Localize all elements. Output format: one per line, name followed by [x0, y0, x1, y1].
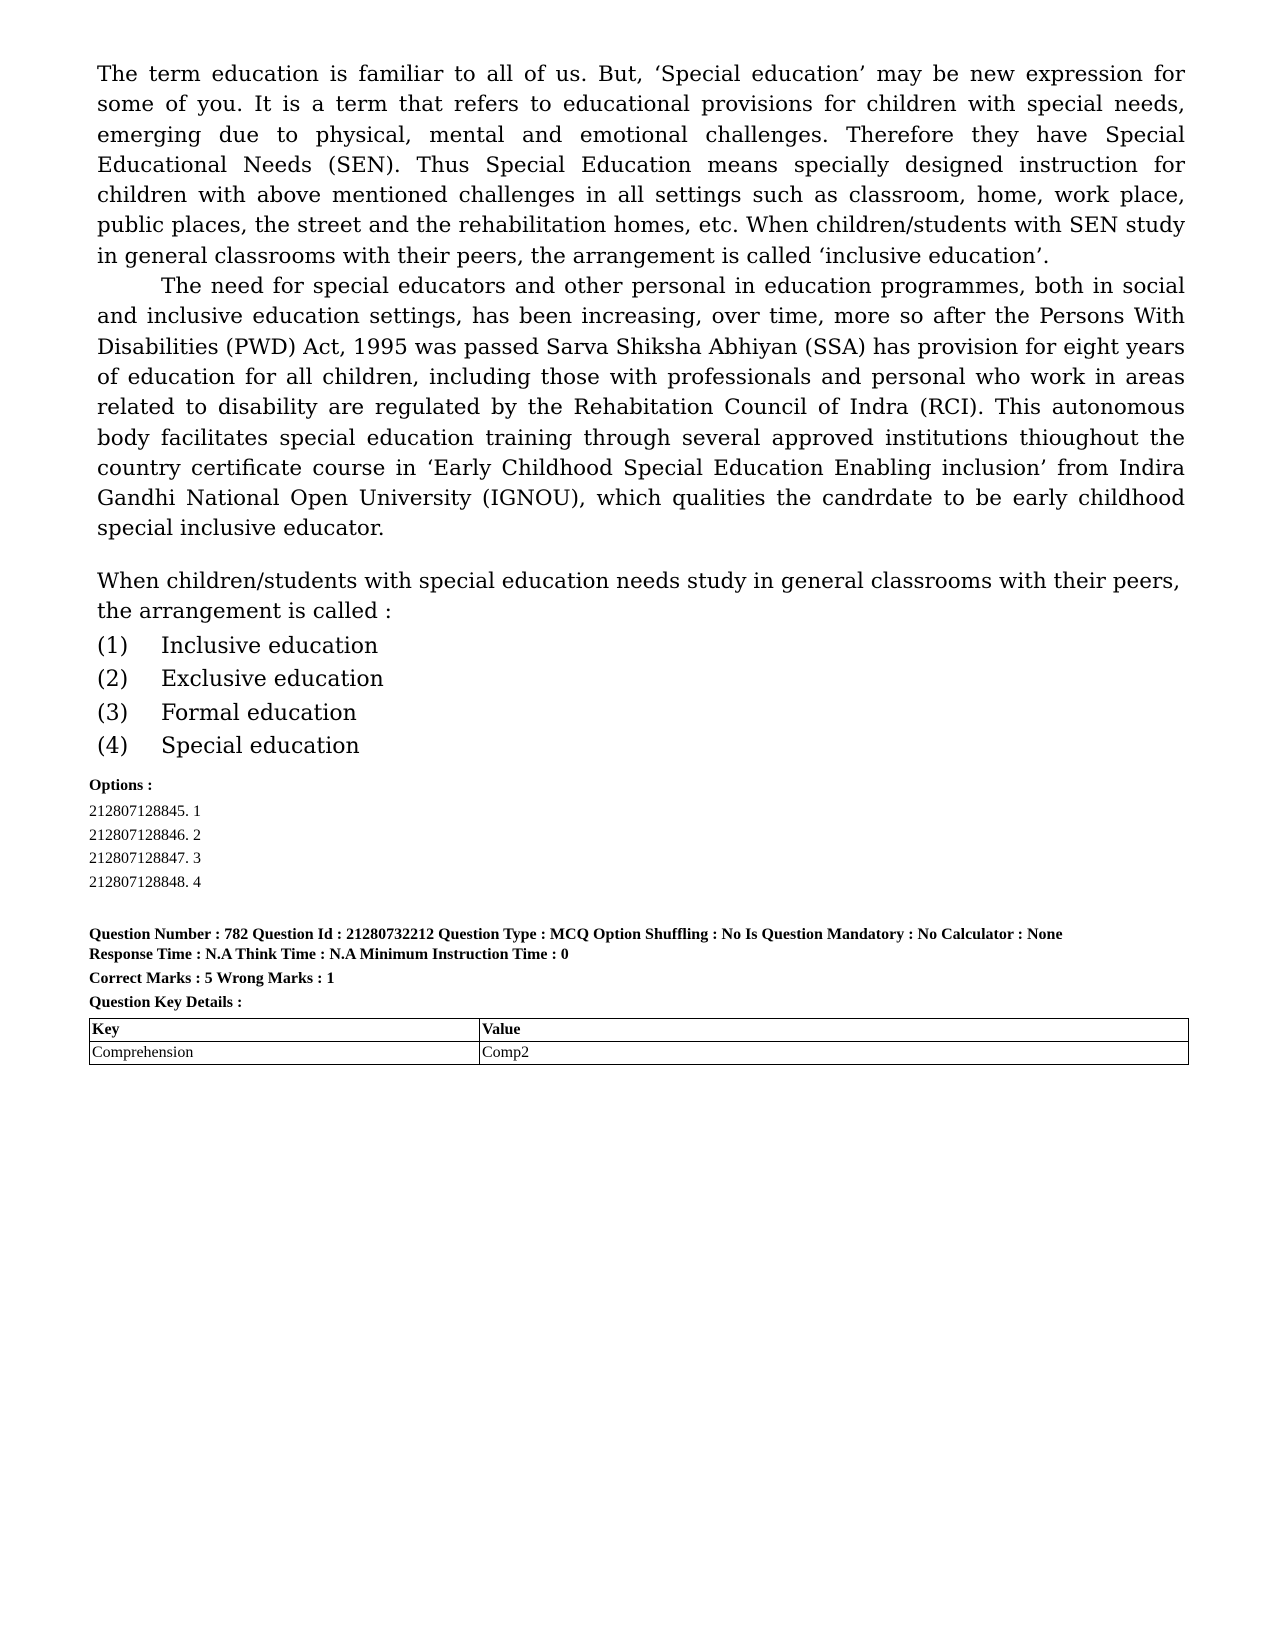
choice-number: (3) — [97, 700, 129, 726]
table-row — [90, 1042, 1189, 1065]
choice-label: Formal education — [161, 700, 357, 726]
options-heading: Options : — [89, 777, 153, 794]
choice-number: (1) — [97, 633, 129, 659]
choice-label: Exclusive education — [161, 667, 384, 693]
answer-choice — [97, 730, 1185, 764]
answer-choice — [97, 697, 1185, 731]
choice-number: (2) — [97, 667, 129, 693]
option-id: 212807128848. 4 — [89, 873, 201, 891]
choice-label: Inclusive education — [161, 633, 379, 659]
marks-line: Correct Marks : 5 Wrong Marks : 1 — [89, 970, 335, 987]
question-info-line: Question Number : 782 Question Id : 21280732212 Question Type : MCQ Option Shuffling : No Is Question Mandatory : No Calculator : None — [89, 926, 1063, 943]
option-id: 212807128846. 2 — [89, 826, 201, 844]
passage-paragraph-1: The term education is familiar to all of us. But, ‘Special education’ may be new expression for some of you. It is a term that refers to educational provisions for children with special needs, emerging due to physical, mental and emotional challenges. Therefore they have Special Educational Needs (SEN). Thus Special Education means specially designed instruction for children with above mentioned challenges in all settings such as classroom, home, work place, public places, the street and the rehabilitation homes, etc. When children/students with SEN study in general classrooms with their peers, the arrangement is called ‘inclusive education’. — [97, 62, 1185, 269]
passage-paragraph-2: The need for special educators and other personal in education programmes, both in social and inclusive education settings, has been increasing, over time, more so after the Persons With Disabilities (PWD) Act, 1995 was passed Sarva Shiksha Abhiyan (SSA) has provision for eight years of education for all children, including those with professionals and personal who work in areas related to disability are regulated by the Rehabitation Council of Indra (RCI). This autonomous body facilitates special education training through several approved institutions thioughout the country certificate course in ‘Early Childhood Special Education Enabling inclusion’ from Indira Gandhi National Open University (IGNOU), which qualities the candrdate to be early childhood special inclusive educator. — [97, 274, 1185, 542]
key-details-table — [89, 1018, 1189, 1065]
question-details — [89, 925, 1189, 1013]
table-cell-key: Comprehension — [90, 1042, 480, 1065]
table-cell-value: Comp2 — [480, 1042, 1189, 1065]
option-id: 212807128847. 3 — [89, 850, 201, 868]
answer-choice — [97, 630, 1185, 664]
answer-choices — [97, 630, 1185, 764]
table-header-row — [90, 1019, 1189, 1042]
choice-number: (4) — [97, 734, 129, 760]
table-header-value: Value — [480, 1019, 1189, 1042]
table-header-key: Key — [90, 1019, 480, 1042]
key-details-heading: Question Key Details : — [89, 994, 243, 1011]
choice-label: Special education — [161, 734, 360, 760]
answer-choice — [97, 663, 1185, 697]
timing-info-line: Response Time : N.A Think Time : N.A Minimum Instruction Time : 0 — [89, 946, 569, 963]
option-id-list — [89, 800, 201, 894]
option-id: 212807128845. 1 — [89, 803, 201, 820]
comprehension-passage — [97, 60, 1185, 545]
question-block — [97, 567, 1185, 764]
question-text: When children/students with special education needs study in general classrooms with their peers, the arrangement is called : — [97, 569, 1181, 625]
